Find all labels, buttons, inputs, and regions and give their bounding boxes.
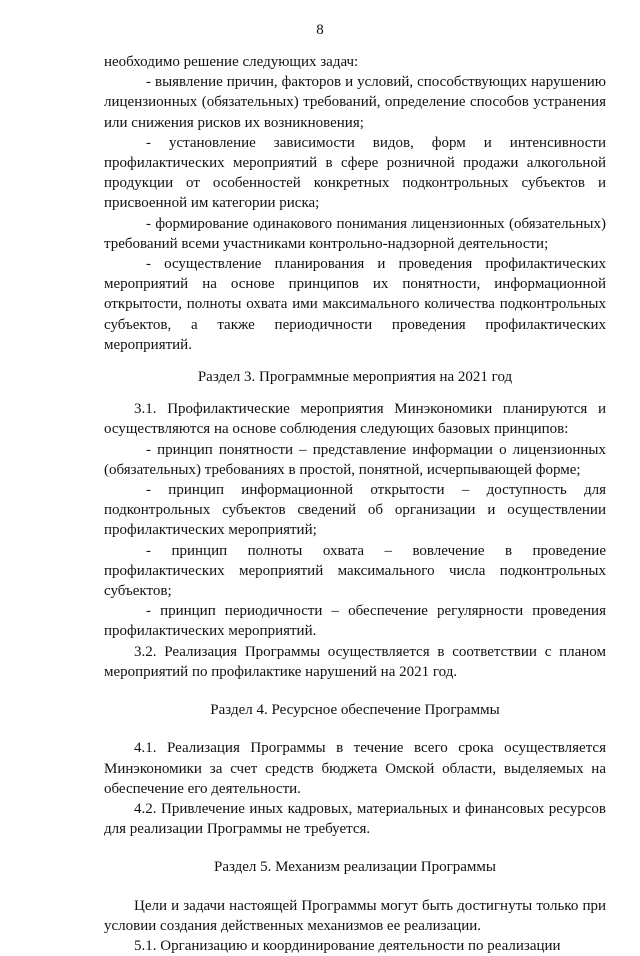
spacer [104,682,606,700]
paragraph: - принцип информационной открытости – доступность для подконтрольных субъектов сведений об организации и осуществлении профилактических мероприятий; [104,482,606,539]
document-body [104,52,606,956]
page-number: 8 [316,22,324,38]
paragraph: 3.2. Реализация Программы осуществляется в соответствии с планом мероприятий по профилактике нарушений на 2021 год. [104,643,606,680]
paragraph: 4.2. Привлечение иных кадровых, материальных и финансовых ресурсов для реализации Программы не требуется. [104,800,606,838]
paragraph: - выявление причин, факторов и условий, способствующих нарушению лицензионных (обязательных) требований, определение способов устранения или снижения рисков их возникновения; [104,74,606,131]
spacer [104,839,606,857]
paragraph: - принцип полноты охвата – вовлечение в проведение профилактических мероприятий максимального числа подконтрольных субъектов; [104,542,606,600]
paragraph: 5.1. Организацию и координирование деятельности по реализации [134,937,561,954]
paragraph: - формирование одинакового понимания лицензионных (обязательных) требований всеми участниками контрольно-надзорной деятельности; [104,215,606,252]
paragraph: - установление зависимости видов, форм и интенсивности профилактических мероприятий в сфере розничной продажи алкогольной продукции от особенностей конкретных подконтрольных субъектов и присвоенной им категории риска; [104,134,606,212]
paragraph: - принцип периодичности – обеспечение регулярности проведения профилактических мероприятий. [104,603,606,640]
section-heading: Раздел 3. Программные мероприятия на 2021 год [197,369,513,386]
paragraph: 3.1. Профилактические мероприятия Минэкономики планируются и осуществляются на основе соблюдения следующих базовых принципов: [104,401,606,438]
paragraph: - принцип понятности – представление информации о лицензионных (обязательных) требованиях в простой, понятной, исчерпывающей форме; [104,441,606,478]
paragraph: 4.1. Реализация Программы в течение всего срока осуществляется Минэкономики за счет средств бюджета Омской области, выделяемых на обеспечение его деятельности. [104,740,606,797]
spacer [104,387,606,399]
section-heading: Раздел 4. Ресурсное обеспечение Программы [210,702,500,719]
paragraph: необходимо решение следующих задач: [104,54,359,70]
spacer [104,878,606,896]
paragraph: Цели и задачи настоящей Программы могут быть достигнуты только при условии создания действенных механизмов ее реализации. [104,897,606,934]
spacer [104,720,606,738]
paragraph: - осуществление планирования и проведения профилактических мероприятий на основе принципов их понятности, информационной открытости, полноты охвата ими максимального количества подконтрольных субъектов, а также периодичности проведения профилактических мероприятий. [104,256,606,353]
spacer [104,355,606,367]
section-heading: Раздел 5. Механизм реализации Программы [213,859,496,876]
